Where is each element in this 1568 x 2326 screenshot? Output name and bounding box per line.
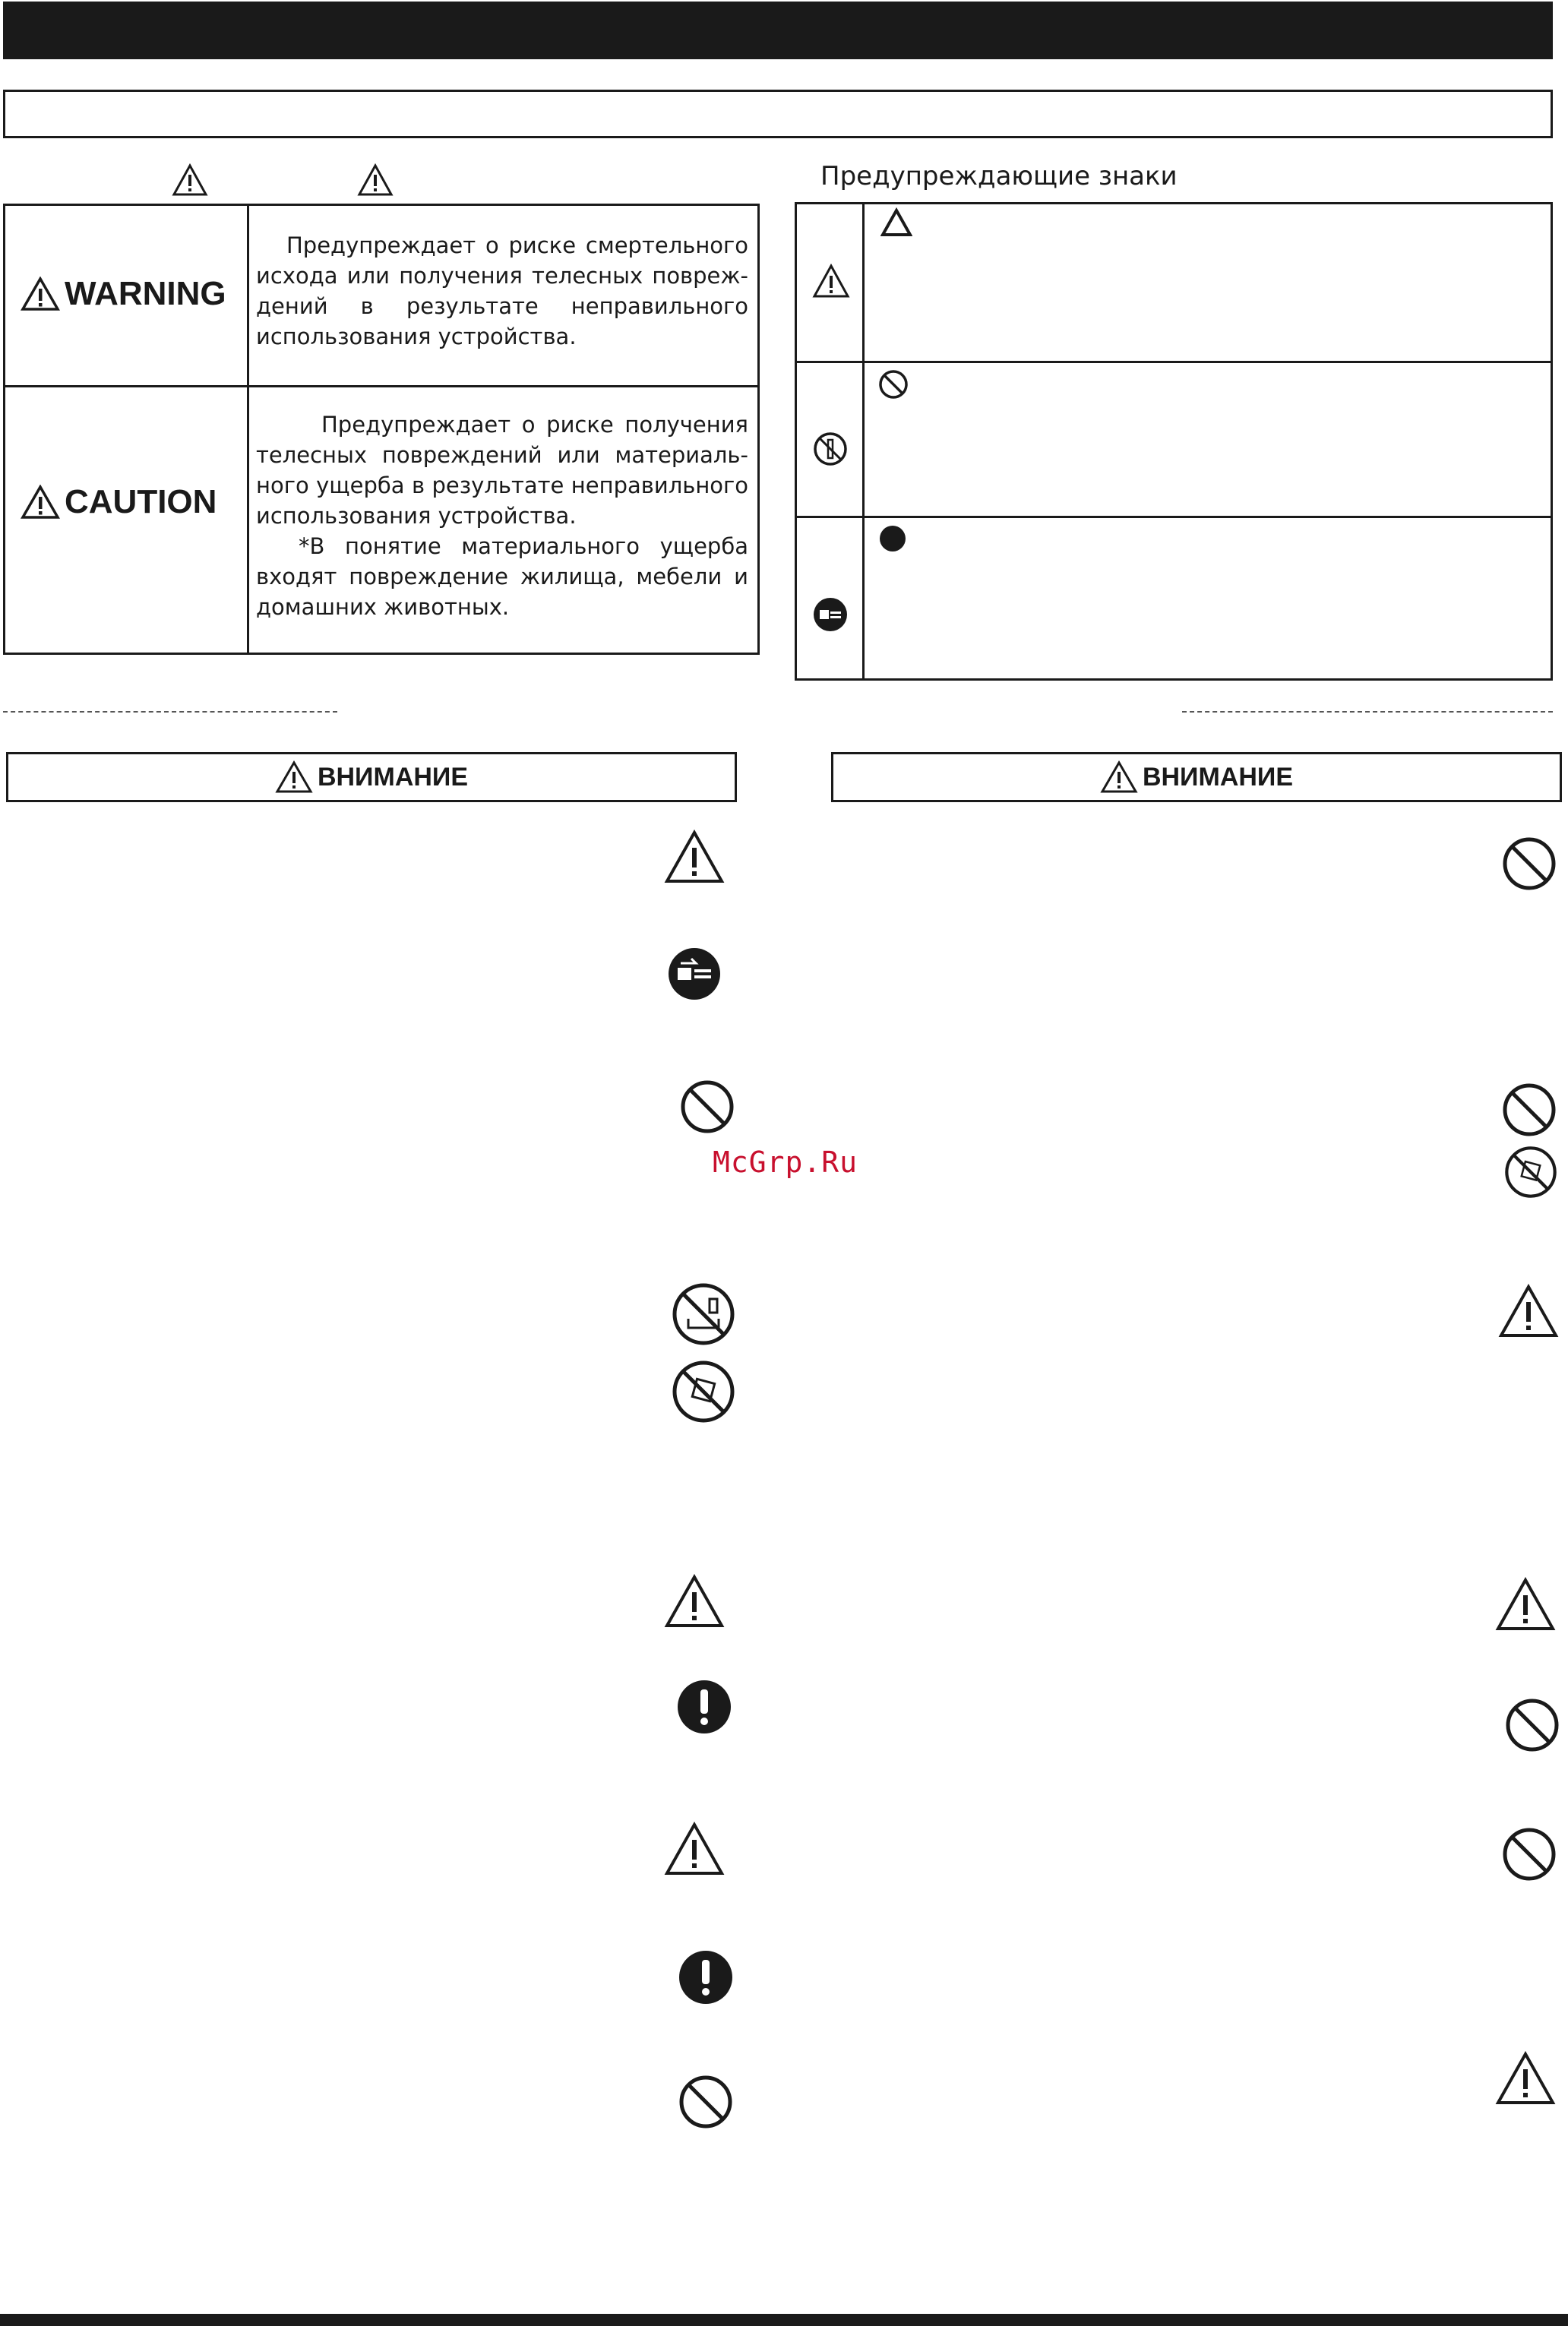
warning-triangle-icon [1495,1577,1556,1632]
warning-triangle-icon [21,485,60,520]
prohibition-icon [1504,1697,1560,1753]
triangle-outline-icon [880,207,912,238]
prohibition-icon [1501,836,1557,892]
title-frame [3,90,1553,138]
unplug-icon [667,947,722,1001]
warning-triangle-icon [275,760,313,794]
warning-caution-table [3,204,760,655]
signs-table [795,202,1553,681]
warning-triangle-icon [664,830,725,884]
warning-label: WARNING [21,256,226,332]
signs-panel-title: Предупреждающие знаки [820,161,1178,191]
prohibition-circle-icon [877,368,909,400]
caution-description: Предупреждает о риске получения телесных повреждений или материального ущерба в результате неправильного использования устройства. [256,412,748,529]
prohibition-icon [679,1079,735,1135]
warning-triangle-icon [812,264,850,299]
section-heading-right: ВНИМАНИЕ [831,752,1562,802]
dashed-separator [3,711,337,713]
section-heading-left: ВНИМАНИЕ [6,752,737,802]
caution-note: *В понятие материального ущерба входят повреждение жилища, мебели и домашних животных. [256,533,748,620]
warning-triangle-icon [172,163,208,197]
dashed-separator [1182,711,1553,713]
top-band [3,2,1553,59]
unplug-icon [812,596,849,633]
warning-triangle-icon [664,1822,725,1876]
filled-circle-icon [877,523,908,554]
caution-label: CAUTION [21,464,217,540]
no-water-icon [672,1282,735,1346]
warning-triangle-icon [21,277,60,311]
row-divider [797,361,1551,363]
prohibition-icon [1501,1826,1557,1882]
no-drop-icon [672,1360,735,1424]
warning-triangle-icon [1495,2051,1556,2106]
watermark: McGrp.Ru [713,1146,858,1179]
no-disassembly-icon [812,431,849,467]
row-divider [5,385,757,387]
row-divider [797,516,1551,518]
column-divider [862,204,865,678]
warning-triangle-icon [357,163,394,197]
prohibition-icon [678,2074,734,2130]
prohibition-icon [1501,1082,1557,1138]
warning-triangle-icon [664,1574,725,1629]
column-divider [247,206,249,653]
no-drop-icon [1504,1146,1557,1199]
warning-triangle-icon [1498,1284,1559,1338]
mandatory-exclamation-icon [676,1679,732,1735]
bottom-band [0,2314,1568,2326]
warning-triangle-icon [1100,760,1138,794]
mandatory-exclamation-icon [678,1949,734,2005]
warning-description: Предупреждает о риске смертельного исхода или получения телесных повреждений в результате неправильного использования устройства. [256,232,748,349]
